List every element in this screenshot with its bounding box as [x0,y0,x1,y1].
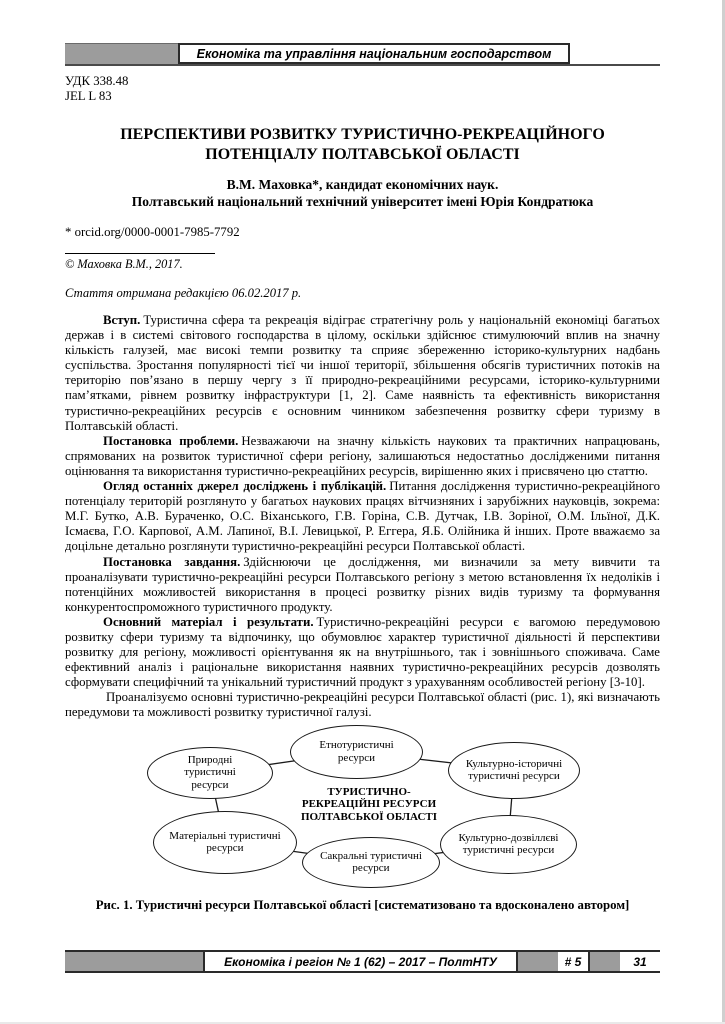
paragraph-lead: Основний матеріал і результати. [103,614,314,629]
paragraph-lead: Постановка проблеми. [103,433,239,448]
diagram-node-natural [147,747,273,799]
node-label: Культурно-дозвіллєві туристичні ресурси [458,831,559,857]
paragraph-problem [65,434,660,479]
paragraph-intro [65,313,660,434]
author-line: В.М. Маховка*, кандидат економічних наук. [226,177,499,192]
udc-code: УДК 338.48 [65,74,129,88]
paragraph-text: Питання дослідження туристично-рекреаційного потенціалу територій розглянуто у багатьох наукових працях вітчизняних і зарубіжних науковців, зокрема: М.Г. Бутко, А.В. Бураченко, О.С. Віханського, Г.В. Горіна, С.В. Дутчак, І.В. Зоріної, О.М. Ільїної, Д.К. Ісмаєва, Г.О. Карпової, А.М. Лапиної, В.І. Левицької, Р. Еггера, Я.Б. Олійника й інших. Проте вважаємо за доцільне детально розглянути туристично-рекреаційні ресурси Полтавської області. [65,479,660,554]
paragraph-task [65,555,660,615]
footer-issue-number: # 5 [558,952,590,971]
article-body [65,313,660,721]
running-header [65,43,660,66]
diagram-node-sacral [302,837,440,888]
page-content [65,0,660,913]
article-meta [65,74,660,103]
paragraph-review [65,479,660,554]
footer-journal-title: Економіка і регіон № 1 (62) – 2017 – ПолтНТУ [203,952,518,971]
header-gray-block [65,43,178,64]
jel-code: JEL L 83 [65,88,112,103]
footer-gray-block [65,952,203,971]
node-label: Природні туристичні ресурси [184,753,236,791]
article-title: ПЕРСПЕКТИВИ РОЗВИТКУ ТУРИСТИЧНО-РЕКРЕАЦІЙНОГО ПОТЕНЦІАЛУ ПОЛТАВСЬКОЇ ОБЛАСТІ [120,126,605,163]
copyright-divider [65,253,215,254]
copyright-line: © Маховка В.М., 2017. [65,257,183,271]
paragraph-lead: Огляд останніх джерел досліджень і публікацій. [103,479,387,494]
diagram-node-ethno [290,725,423,779]
node-label: Етнотуристичні ресурси [319,739,394,764]
page-footer [65,950,660,973]
footer-page-number: 31 [620,952,660,971]
diagram-center-label: ТУРИСТИЧНО-РЕКРЕАЦІЙНІ РЕСУРСИ ПОЛТАВСЬКОЇ ОБЛАСТІ [300,785,438,823]
paragraph-text: Туристична сфера та рекреація відіграє стратегічну роль у національній економіці багатьох держав і в системі світового господарства в цілому, оскільки здійснює стимулюючий вплив на значну кількість галузей, має високі темпи розвитку та сприяє збереженню історико-культурних надбань суспільства. Зростання популярності тієї чи іншої території, збільшення обсягів туристичних потоків на територію пов’язано в першу чергу з її природно-рекреаційними ресурсами, історико-культурними пам’ятками, рівнем розвитку інфраструктури [1, 2]. Саме наявність та ефективність використання туристично-рекреаційних ресурсів є основним чинником забезпечення розвитку сфери туризму в Полтавській області. [65,313,660,433]
node-label: Матеріальні туристичні ресурси [169,829,281,855]
orcid-line: * orcid.org/0000-0001-7985-7792 [65,225,240,239]
diagram-node-cultural-leisure [440,815,577,874]
paragraph-text: Незважаючи на значну кількість наукових та практичних напрацювань, спрямованих на розвиток туристичної сфери регіону, залишаються недостатньо дослідженими питання оцінювання та використання туристично-рекреаційних ресурсів, вирішенню яких і присвячено цю статтю. [65,433,660,478]
paragraph-analysis [65,690,660,720]
footer-gray-block [590,952,620,971]
diagram-node-material [153,811,297,874]
node-label: Культурно-історичні туристичні ресурси [465,757,563,783]
paragraph-lead: Постановка завдання. [103,554,241,569]
paragraph-text: Туристично-рекреаційні ресурси є вагомою передумовою розвитку сфери туризму та відпочинку, що обумовлює характер туристичної діяльності й перспективи розвитку для регіону, можливості орієнтування як на внутрішнього, так і зовнішнього споживача. Саме ефективний аналіз і раціональне використання наявних туристично-рекреаційних ресурсів дозволять сформувати специфічний та унікальний туристичний продукт з урахуванням особливостей регіону [3-10]. [65,614,661,690]
figure-1-diagram [65,725,660,891]
node-label: Сакральні туристичні ресурси [320,849,422,875]
paragraph-text: Проаналізуємо основні туристично-рекреаційні ресурси Полтавської області (рис. 1), які визначають передумови та можливості розвитку туристичної галузі. [65,690,660,720]
diagram-node-cultural-historical [448,742,580,799]
figure-caption: Рис. 1. Туристичні ресурси Полтавської області [систематизовано та вдосконалено автором] [95,897,630,912]
paragraph-lead: Вступ. [103,313,141,327]
received-line: Стаття отримана редакцією 06.02.2017 р. [65,286,302,300]
paragraph-text: Здійснюючи це дослідження, ми визначили за мету вивчити та проаналізувати туристично-рекреаційні ресурси Полтавського регіону з метою встановлення їх недоліків і потенційних можливостей використання в процесі розвитку різних видів туризму та формування конкурентоспроможного туристичного продукту. [65,554,660,614]
footer-gray-block [518,952,558,971]
section-title: Економіка та управління національним господарством [178,43,570,64]
affiliation-line: Полтавський національний технічний університет імені Юрія Кондратюка [131,193,594,209]
paragraph-main [65,615,660,690]
